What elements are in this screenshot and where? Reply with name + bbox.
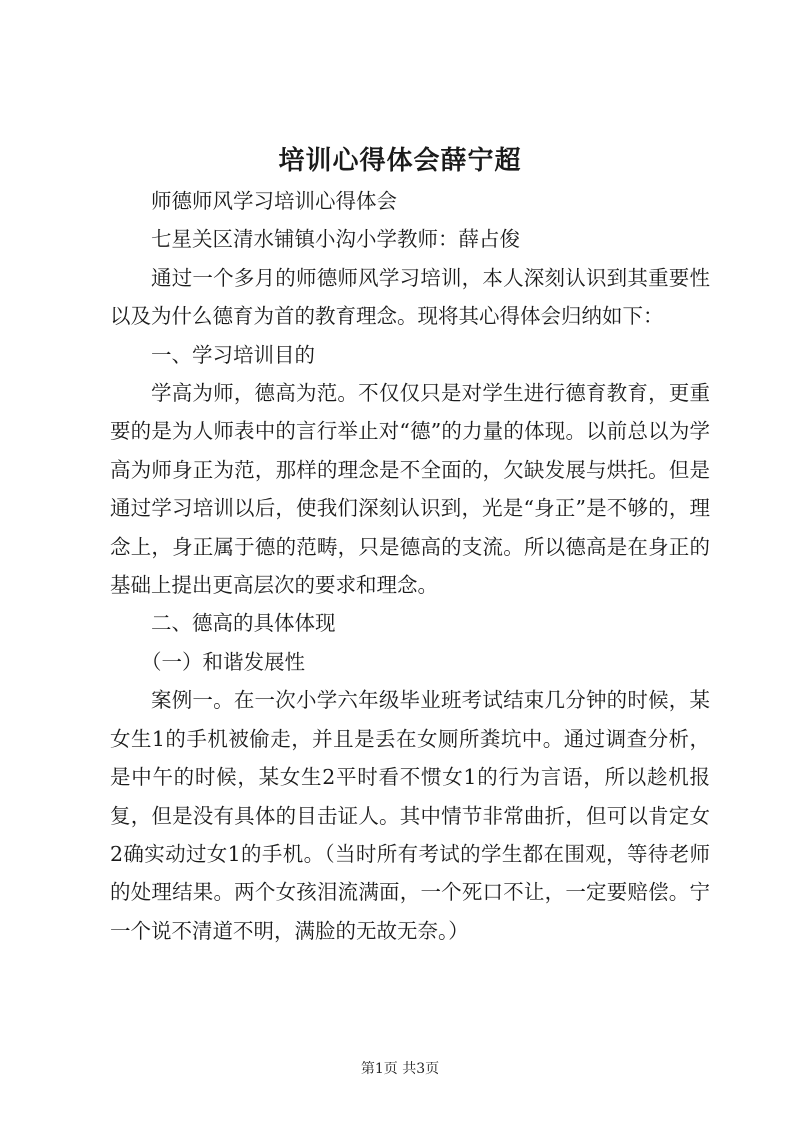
- document-body: [110, 182, 710, 950]
- document-title: 培训心得体会薛宁超: [278, 146, 522, 176]
- section-1-paragraph: 学高为师，德高为范。不仅仅只是对学生进行德育教育，更重要的是为人师表中的言行举止对“德”的力量的体现。以前总以为学高为师身正为范，那样的理念是不全面的，欠缺发展与烘托。但是通过学习培训以后，使我们深刻认识到，光是“身正”是不够的，理念上，身正属于德的范畴，只是德高的支流。所以德高是在身正的基础上提出更高层次的要求和理念。: [110, 381, 710, 598]
- author-line: 七星关区清水铺镇小沟小学教师：薛占俊: [151, 227, 520, 252]
- case-one-paragraph: 案例一。在一次小学六年级毕业班考试结束几分钟的时候，某女生1的手机被偷走，并且是丢在女厕所粪坑中。通过调查分析，是中午的时候，某女生2平时看不惯女1的行为言语，所以趁机报复，但是没有具体的目击证人。其中情节非常曲折，但可以肯定女2确实动过女1的手机。（当时所有考试的学生都在围观，等待老师的处理结果。两个女孩泪流满面，一个死口不让，一定要赔偿。宁一个说不清道不明，满脸的无故无奈。）: [110, 688, 710, 943]
- subsection-heading-1: （一）和谐发展性: [141, 649, 305, 674]
- page-footer: 第1页 共3页: [360, 1061, 440, 1077]
- section-heading-1: 一、学习培训目的: [151, 342, 315, 367]
- section-heading-2: 二、德高的具体体现: [151, 611, 336, 636]
- intro-paragraph: 通过一个多月的师德师风学习培训，本人深刻认识到其重要性以及为什么德育为首的教育理念。现将其心得体会归纳如下：: [110, 265, 710, 329]
- subtitle: 师德师风学习培训心得体会: [151, 189, 397, 213]
